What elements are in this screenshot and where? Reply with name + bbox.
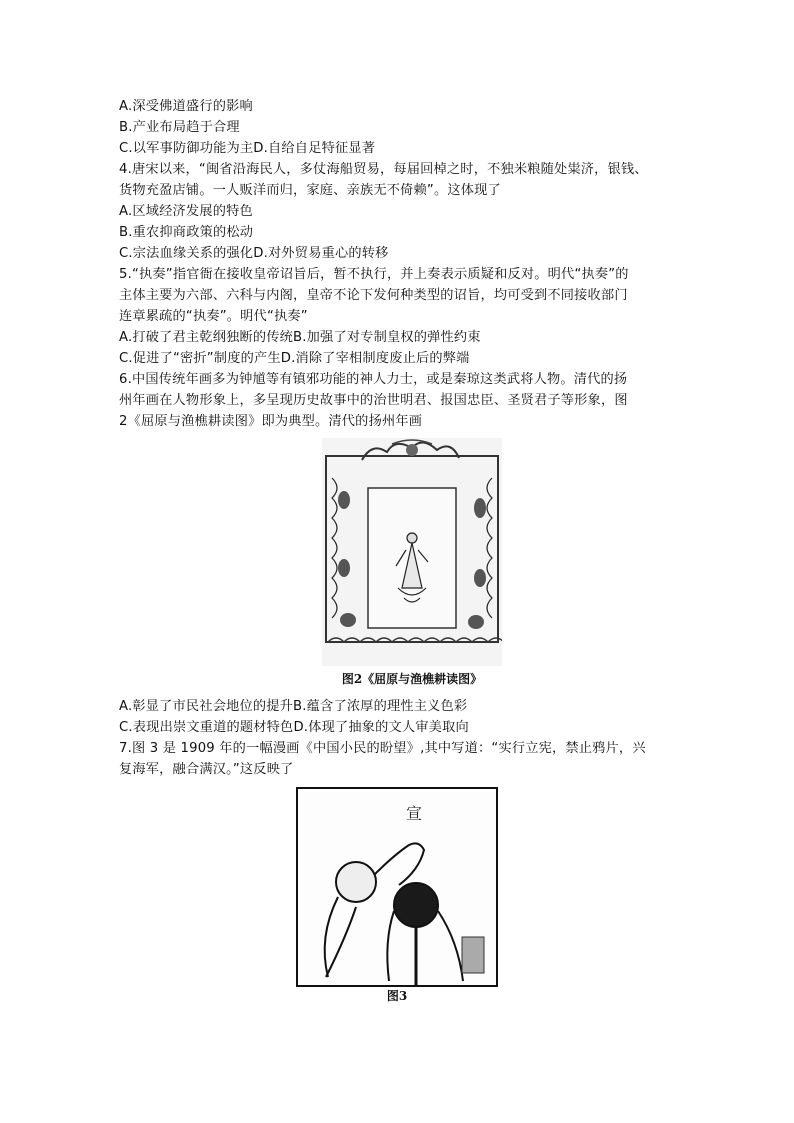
cartoon-text: 宣: [406, 804, 423, 823]
question-4-line1: 4.唐宋以来，“闽省沿海民人，多仗海船贸易，每届回棹之时，不独米粮随处粜济，银钱、: [119, 162, 648, 177]
option-4b: B.重农抑商政策的松动: [119, 225, 254, 240]
question-5-line1: 5.“执奏”指官衙在接收皇帝诏旨后，暂不执行，并上奏表示质疑和反对。明代“执奏”的: [119, 267, 629, 282]
question-7-line1: 7.图 3 是 1909 年的一幅漫画《中国小民的盼望》,其中写道：“实行立宪，禁止鸦片，兴: [119, 741, 646, 756]
question-5-line3: 连章累疏的“执奏”。明代“执奏”: [119, 309, 308, 324]
question-7-line2: 复海军，融合满汉。”这反映了: [119, 762, 294, 777]
figure-2-caption: 图2《屈原与渔樵耕读图》: [341, 672, 483, 686]
figure-3-cartoon: [296, 787, 498, 1009]
option-3cd: C.以军事防御功能为主D.自给自足特征显著: [119, 141, 376, 156]
figure-2-illustration: [322, 438, 502, 666]
question-6-line2: 州年画在人物形象上，多呈现历史故事中的治世明君、报国忠臣、圣贤君子等形象，图: [119, 393, 628, 408]
option-3a: A.深受佛道盛行的影响: [119, 99, 253, 114]
option-5ab: A.打破了君主乾纲独断的传统B.加强了对专制皇权的弹性约束: [119, 330, 481, 345]
figure-2-new-year-print: [322, 438, 502, 686]
option-4cd: C.宗法血缘关系的强化D.对外贸易重心的转移: [119, 246, 389, 261]
option-5cd: C.促进了“密折”制度的产生D.消除了宰相制度废止后的弊端: [119, 351, 470, 366]
question-5-line2: 主体主要为六部、六科与内阁，皇帝不论下发何种类型的诏旨，均可受到不同接收部门: [119, 288, 628, 303]
option-3b: B.产业布局趋于合理: [119, 120, 240, 135]
figure-3-illustration: [296, 787, 498, 987]
figure-3-caption: 图3: [386, 989, 408, 1003]
question-6-line3: 2《屈原与渔樵耕读图》即为典型。清代的扬州年画: [119, 414, 423, 429]
option-4a: A.区域经济发展的特色: [119, 204, 253, 219]
option-6ab: A.彰显了市民社会地位的提升B.蕴含了浓厚的理性主义色彩: [119, 699, 468, 714]
option-6cd: C.表现出崇文重道的题材特色D.体现了抽象的文人审美取向: [119, 720, 469, 735]
question-6-line1: 6.中国传统年画多为钟馗等有镇邪功能的神人力士，或是秦琼这类武将人物。清代的扬: [119, 372, 628, 387]
question-4-line2: 货物充盈店铺。一人贩洋而归，家庭、亲族无不倚赖”。这体现了: [119, 183, 501, 198]
